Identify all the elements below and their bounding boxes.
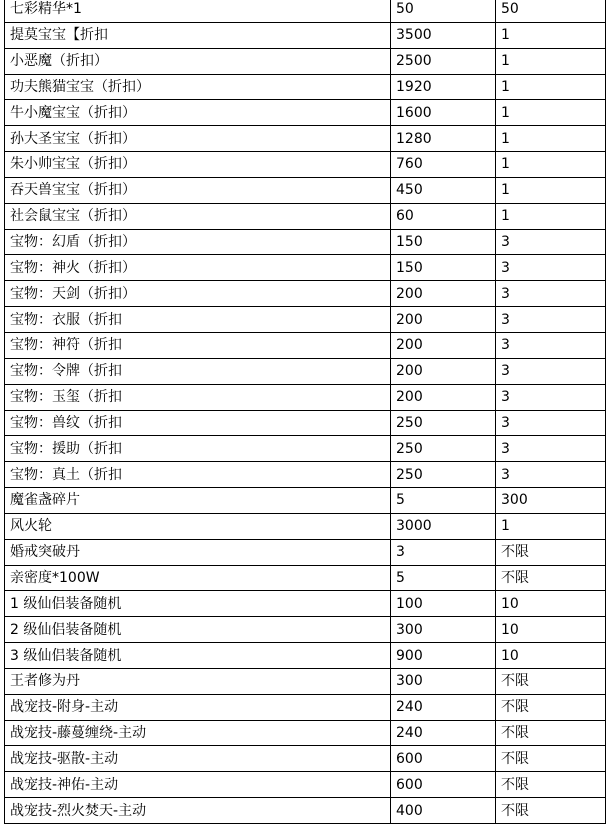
item-name-cell: 宝物：令牌（折扣 bbox=[5, 358, 391, 384]
item-name-cell: 宝物：兽纹（折扣 bbox=[5, 410, 391, 436]
limit-cell: 1 bbox=[496, 22, 606, 48]
price-cell: 1280 bbox=[391, 126, 496, 152]
limit-cell: 不限 bbox=[496, 720, 606, 746]
price-cell: 250 bbox=[391, 462, 496, 488]
limit-cell: 10 bbox=[496, 643, 606, 669]
price-cell: 400 bbox=[391, 798, 496, 824]
item-name-cell: 战宠技-驱散-主动 bbox=[5, 746, 391, 772]
price-cell: 3 bbox=[391, 539, 496, 565]
table-row bbox=[5, 410, 606, 436]
item-name-cell: 王者修为丹 bbox=[5, 668, 391, 694]
item-name-cell: 1 级仙侣装备随机 bbox=[5, 591, 391, 617]
price-cell: 5 bbox=[391, 565, 496, 591]
item-name-cell: 3 级仙侣装备随机 bbox=[5, 643, 391, 669]
table-row bbox=[5, 100, 606, 126]
table-row bbox=[5, 772, 606, 798]
limit-cell: 3 bbox=[496, 281, 606, 307]
item-name-cell: 牛小魔宝宝（折扣） bbox=[5, 100, 391, 126]
table-row bbox=[5, 591, 606, 617]
limit-cell: 50 bbox=[496, 0, 606, 22]
price-cell: 150 bbox=[391, 229, 496, 255]
limit-cell: 1 bbox=[496, 74, 606, 100]
limit-cell: 3 bbox=[496, 229, 606, 255]
limit-cell: 不限 bbox=[496, 772, 606, 798]
item-name-cell: 宝物：天剑（折扣） bbox=[5, 281, 391, 307]
table-row bbox=[5, 539, 606, 565]
limit-cell: 不限 bbox=[496, 694, 606, 720]
price-cell: 900 bbox=[391, 643, 496, 669]
item-name-cell: 战宠技-附身-主动 bbox=[5, 694, 391, 720]
price-cell: 3000 bbox=[391, 513, 496, 539]
item-name-cell: 战宠技-烈火焚天-主动 bbox=[5, 798, 391, 824]
price-cell: 600 bbox=[391, 772, 496, 798]
limit-cell: 10 bbox=[496, 617, 606, 643]
item-name-cell: 宝物：幻盾（折扣） bbox=[5, 229, 391, 255]
price-cell: 150 bbox=[391, 255, 496, 281]
item-name-cell: 宝物：神火（折扣） bbox=[5, 255, 391, 281]
item-name-cell: 宝物：神符（折扣 bbox=[5, 332, 391, 358]
item-name-cell: 风火轮 bbox=[5, 513, 391, 539]
limit-cell: 1 bbox=[496, 48, 606, 74]
table-row bbox=[5, 48, 606, 74]
table-row bbox=[5, 462, 606, 488]
table-row bbox=[5, 643, 606, 669]
item-name-cell: 功夫熊猫宝宝（折扣） bbox=[5, 74, 391, 100]
table-row bbox=[5, 307, 606, 333]
table-row bbox=[5, 513, 606, 539]
table-row bbox=[5, 126, 606, 152]
table-row bbox=[5, 798, 606, 824]
price-cell: 1600 bbox=[391, 100, 496, 126]
limit-cell: 10 bbox=[496, 591, 606, 617]
price-cell: 240 bbox=[391, 694, 496, 720]
item-name-cell: 小恶魔（折扣） bbox=[5, 48, 391, 74]
price-cell: 450 bbox=[391, 177, 496, 203]
item-name-cell: 宝物：援助（折扣 bbox=[5, 436, 391, 462]
items-table-body bbox=[5, 0, 606, 824]
item-name-cell: 魔雀盏碎片 bbox=[5, 488, 391, 514]
price-cell: 5 bbox=[391, 488, 496, 514]
price-cell: 1920 bbox=[391, 74, 496, 100]
limit-cell: 1 bbox=[496, 152, 606, 178]
limit-cell: 3 bbox=[496, 436, 606, 462]
item-name-cell: 亲密度*100W bbox=[5, 565, 391, 591]
table-row bbox=[5, 436, 606, 462]
table-row bbox=[5, 746, 606, 772]
limit-cell: 3 bbox=[496, 307, 606, 333]
table-row bbox=[5, 694, 606, 720]
table-row bbox=[5, 332, 606, 358]
price-cell: 200 bbox=[391, 332, 496, 358]
limit-cell: 1 bbox=[496, 126, 606, 152]
limit-cell: 不限 bbox=[496, 565, 606, 591]
table-row bbox=[5, 0, 606, 22]
table-row bbox=[5, 255, 606, 281]
table-row bbox=[5, 565, 606, 591]
limit-cell: 3 bbox=[496, 384, 606, 410]
item-name-cell: 七彩精华*1 bbox=[5, 0, 391, 22]
price-cell: 50 bbox=[391, 0, 496, 22]
item-name-cell: 战宠技-神佑-主动 bbox=[5, 772, 391, 798]
price-cell: 200 bbox=[391, 281, 496, 307]
limit-cell: 1 bbox=[496, 513, 606, 539]
limit-cell: 不限 bbox=[496, 746, 606, 772]
price-cell: 250 bbox=[391, 410, 496, 436]
table-row bbox=[5, 74, 606, 100]
price-cell: 240 bbox=[391, 720, 496, 746]
limit-cell: 1 bbox=[496, 203, 606, 229]
item-name-cell: 战宠技-藤蔓缠绕-主动 bbox=[5, 720, 391, 746]
table-row bbox=[5, 152, 606, 178]
table-row bbox=[5, 22, 606, 48]
item-name-cell: 提莫宝宝【折扣 bbox=[5, 22, 391, 48]
table-row bbox=[5, 203, 606, 229]
item-name-cell: 社会鼠宝宝（折扣） bbox=[5, 203, 391, 229]
price-cell: 200 bbox=[391, 384, 496, 410]
table-row bbox=[5, 384, 606, 410]
limit-cell: 1 bbox=[496, 177, 606, 203]
item-name-cell: 孙大圣宝宝（折扣） bbox=[5, 126, 391, 152]
table-row bbox=[5, 720, 606, 746]
table-row bbox=[5, 177, 606, 203]
limit-cell: 1 bbox=[496, 100, 606, 126]
limit-cell: 3 bbox=[496, 255, 606, 281]
limit-cell: 不限 bbox=[496, 668, 606, 694]
price-cell: 300 bbox=[391, 617, 496, 643]
table-row bbox=[5, 488, 606, 514]
table-row bbox=[5, 358, 606, 384]
price-cell: 200 bbox=[391, 358, 496, 384]
price-cell: 300 bbox=[391, 668, 496, 694]
item-name-cell: 宝物：真土（折扣 bbox=[5, 462, 391, 488]
item-name-cell: 宝物：衣服（折扣 bbox=[5, 307, 391, 333]
limit-cell: 3 bbox=[496, 358, 606, 384]
price-cell: 250 bbox=[391, 436, 496, 462]
item-name-cell: 朱小帅宝宝（折扣） bbox=[5, 152, 391, 178]
limit-cell: 300 bbox=[496, 488, 606, 514]
table-row bbox=[5, 668, 606, 694]
price-cell: 600 bbox=[391, 746, 496, 772]
price-cell: 3500 bbox=[391, 22, 496, 48]
item-name-cell: 宝物：玉玺（折扣 bbox=[5, 384, 391, 410]
item-name-cell: 吞天兽宝宝（折扣） bbox=[5, 177, 391, 203]
limit-cell: 3 bbox=[496, 410, 606, 436]
price-cell: 60 bbox=[391, 203, 496, 229]
price-cell: 200 bbox=[391, 307, 496, 333]
price-cell: 760 bbox=[391, 152, 496, 178]
table-row bbox=[5, 229, 606, 255]
item-name-cell: 2 级仙侣装备随机 bbox=[5, 617, 391, 643]
price-cell: 2500 bbox=[391, 48, 496, 74]
table-row bbox=[5, 617, 606, 643]
limit-cell: 3 bbox=[496, 332, 606, 358]
limit-cell: 不限 bbox=[496, 539, 606, 565]
limit-cell: 不限 bbox=[496, 798, 606, 824]
limit-cell: 3 bbox=[496, 462, 606, 488]
table-row bbox=[5, 281, 606, 307]
item-name-cell: 婚戒突破丹 bbox=[5, 539, 391, 565]
items-table bbox=[4, 0, 606, 824]
price-cell: 100 bbox=[391, 591, 496, 617]
